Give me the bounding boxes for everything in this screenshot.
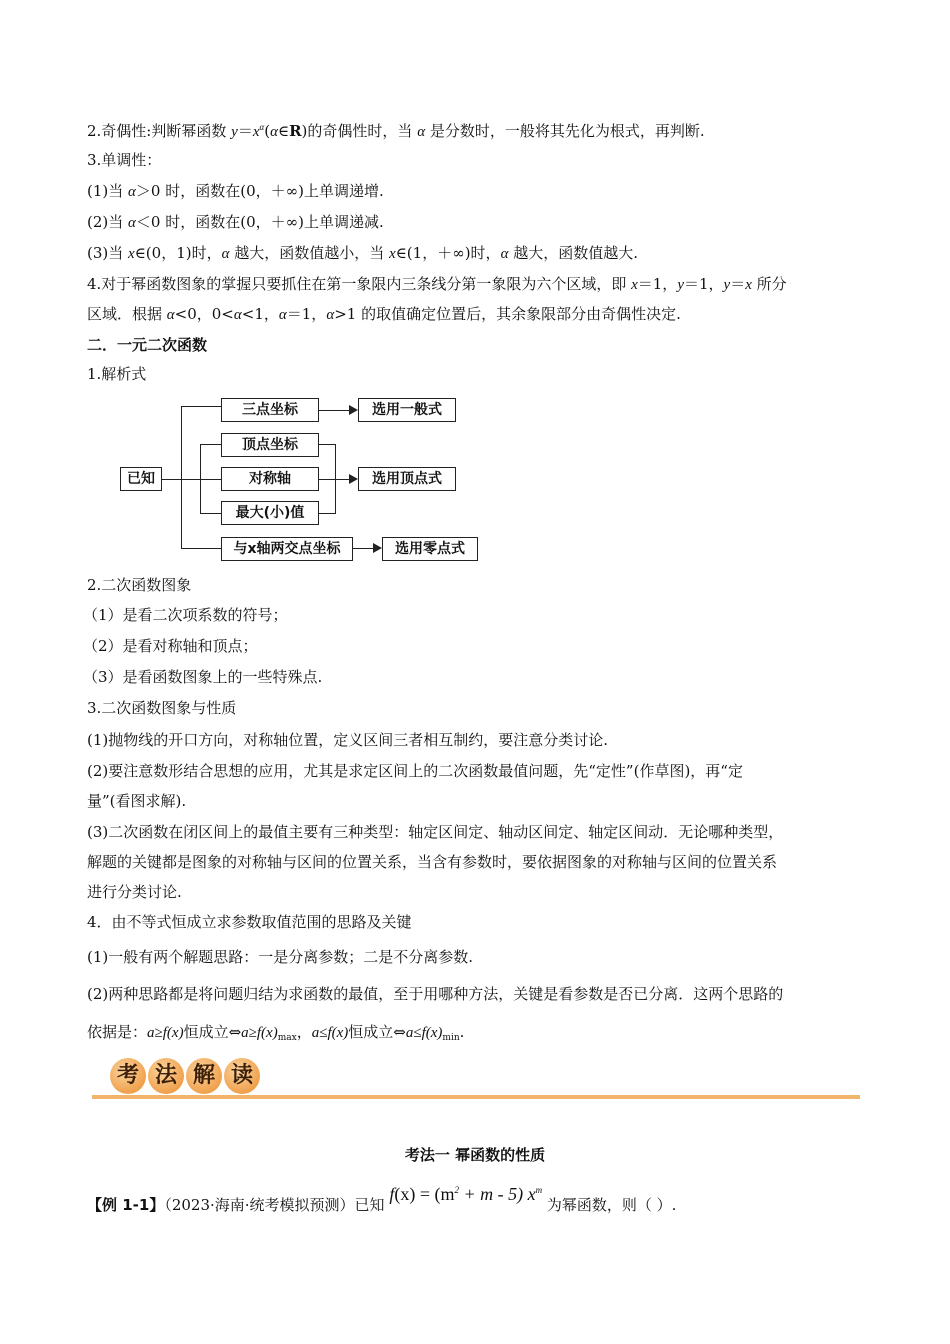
graph-item-3: （3）是看函数图象上的一些特殊点. (83, 668, 323, 686)
zero-form-box: 选用零点式 (382, 537, 478, 561)
axis-box: 对称轴 (221, 467, 319, 491)
var-alpha: α (417, 124, 426, 140)
graph-line-1 (87, 274, 787, 295)
parity-line (87, 117, 705, 142)
example-formula (389, 1184, 542, 1204)
banner-char: 读 (224, 1058, 260, 1094)
connector (181, 406, 182, 548)
math: a≥f(x) (147, 1025, 184, 1041)
text: 越大，函数值越大. (508, 244, 638, 262)
method-banner (92, 1055, 860, 1101)
text: 4.对于幂函数图象的掌握只要抓住在第一象限内三条线分第一象限为六个区域，即 (87, 275, 632, 293)
banner-char: 法 (148, 1058, 184, 1094)
banner-char: 解 (186, 1058, 222, 1094)
text: 恒成立⇔ (348, 1023, 406, 1041)
text: ＝ (237, 122, 253, 140)
connector (181, 548, 221, 549)
var-x: x (631, 277, 638, 293)
subscript-min: min (442, 1033, 460, 1043)
connector (181, 406, 221, 407)
props-p3b: 解题的关键都是图象的对称轴与区间的位置关系，当含有参数时，要依据图象的对称轴与区间的位置关系 (87, 853, 778, 871)
graph-item-2: （2）是看对称轴和顶点； (83, 637, 258, 655)
text: ＞0 时，函数在(0，＋∞)上单调递增. (135, 182, 384, 200)
text: (1)当 (87, 182, 129, 200)
var-alpha: α (500, 246, 509, 262)
text: 2.奇偶性:判断幂函数 (87, 122, 232, 140)
text: <0，0< (174, 305, 234, 323)
math: + m - 5) x (458, 1184, 536, 1204)
subscript-max: max (277, 1033, 297, 1043)
mono-line-3 (87, 243, 638, 264)
x-intersections-box: 与x轴两交点坐标 (221, 537, 353, 561)
connector (319, 444, 336, 445)
text: ) (301, 122, 308, 140)
math: a≥f(x) (241, 1025, 278, 1041)
text: ＜0 时，函数在(0，＋∞)上单调递减. (135, 213, 384, 231)
math: m (535, 1185, 543, 1195)
text: ∈ (277, 122, 290, 140)
props-p2a: (2)要注意数形结合思想的应用，尤其是求定区间上的二次函数最值问题，先“定性”(作草图)，再“定 (87, 762, 743, 780)
text: 越大，函数值越小，当 (229, 244, 390, 262)
arrow-icon (349, 474, 358, 484)
section-heading: 二．一元二次函数 (87, 336, 208, 354)
ineq-title: 4．由不等式恒成立求参数取值范围的思路及关键 (87, 913, 412, 931)
known-box: 已知 (120, 467, 162, 491)
text: 恒成立⇔ (183, 1023, 242, 1041)
var-y: y (231, 124, 238, 140)
connector (319, 479, 349, 480)
math: (x) = (m (394, 1184, 455, 1204)
example-tail: 为幂函数，则（ ）. (546, 1196, 677, 1214)
math: a≤f(x) (405, 1025, 443, 1041)
ineq-p1: (1)一般有两个解题思路：一是分离参数；二是不分离参数. (87, 948, 474, 966)
text: ( (264, 122, 271, 140)
mono-line-1 (87, 181, 384, 202)
text: (2)当 (87, 213, 129, 231)
text: 是分数时，一般将其先化为根式，再判断. (425, 122, 705, 140)
text: 所分 (751, 275, 787, 293)
text: ＝1， (637, 275, 678, 293)
method-title: 考法一 幂函数的性质 (404, 1146, 546, 1164)
props-p3a: (3)二次函数在闭区间上的最值主要有三种类型：轴定区间定、轴动区间定、轴定区间动．无论哪种类型， (87, 823, 784, 841)
example-line (87, 1184, 677, 1215)
mono-line-2 (87, 212, 384, 233)
var-y: y (677, 277, 684, 293)
math: a≤f(x) (311, 1025, 349, 1041)
exponent-alpha: α (259, 122, 265, 132)
banner-underline (92, 1095, 860, 1099)
set-r: R (289, 122, 302, 140)
three-points-box: 三点坐标 (221, 398, 319, 422)
mono-title: 3.单调性： (87, 151, 162, 169)
var-alpha: α (278, 307, 287, 323)
math: 2 (454, 1185, 459, 1195)
text: ＝ (730, 275, 746, 293)
graph-line-2 (87, 304, 681, 325)
text: . (459, 1023, 465, 1041)
var-alpha: α (233, 307, 242, 323)
text: (3)当 (87, 244, 129, 262)
text: <1， (241, 305, 279, 323)
extreme-box: 最大(小)值 (221, 501, 319, 525)
connector (200, 513, 221, 514)
text: ∈(1，＋∞)时， (395, 244, 501, 262)
vertex-box: 顶点坐标 (221, 433, 319, 457)
arrow-icon (373, 543, 382, 553)
text: 区域．根据 (87, 305, 167, 323)
var-alpha: α (166, 307, 175, 323)
example-source: （2023·海南·统考模拟预测）已知 (164, 1196, 385, 1214)
var-alpha: α (128, 215, 136, 231)
text: >1 的取值确定位置后，其余象限部分由奇偶性决定. (334, 305, 681, 323)
text: ＝1， (683, 275, 724, 293)
connector (181, 479, 221, 480)
var-x: x (389, 246, 396, 262)
general-form-box: 选用一般式 (358, 398, 456, 422)
expr-title: 1.解析式 (87, 365, 147, 383)
connector (200, 444, 221, 445)
text: ， (296, 1023, 312, 1041)
connector (319, 410, 349, 411)
arrow-icon (349, 405, 358, 415)
var-alpha: α (221, 246, 230, 262)
connector (319, 513, 336, 514)
text: ＝1， (286, 305, 327, 323)
example-label: 【例 1-1】 (87, 1196, 165, 1214)
var-alpha: α (326, 307, 335, 323)
text: ∈(0，1)时， (134, 244, 222, 262)
graph-items-title: 2.二次函数图象 (87, 576, 192, 594)
graph-item-1: （1）是看二次项系数的符号； (83, 606, 288, 624)
text: 的奇偶性时，当 (307, 122, 418, 140)
var-x: x (745, 277, 752, 293)
vertex-form-box: 选用顶点式 (358, 467, 456, 491)
connector (162, 479, 182, 480)
var-alpha: α (128, 184, 136, 200)
props-p1: (1)抛物线的开口方向，对称轴位置，定义区间三者相互制约，要注意分类讨论. (87, 731, 609, 749)
var-alpha: α (270, 124, 278, 140)
connector (353, 548, 373, 549)
var-x: x (252, 124, 260, 140)
banner-char: 考 (110, 1058, 146, 1094)
expression-flow-diagram (118, 392, 498, 564)
math: f (389, 1184, 395, 1204)
ineq-p3 (87, 1022, 464, 1048)
props-p3c: 进行分类讨论. (87, 883, 182, 901)
var-x: x (128, 246, 135, 262)
props-p2b: 量”(看图求解). (87, 792, 187, 810)
text: 依据是： (87, 1023, 148, 1041)
var-y: y (723, 277, 731, 293)
ineq-p2: (2)两种思路都是将问题归结为求函数的最值，至于用哪种方法，关键是看参数是否已分离．这两个思路的 (87, 985, 784, 1003)
props-title: 3.二次函数图象与性质 (87, 699, 237, 717)
